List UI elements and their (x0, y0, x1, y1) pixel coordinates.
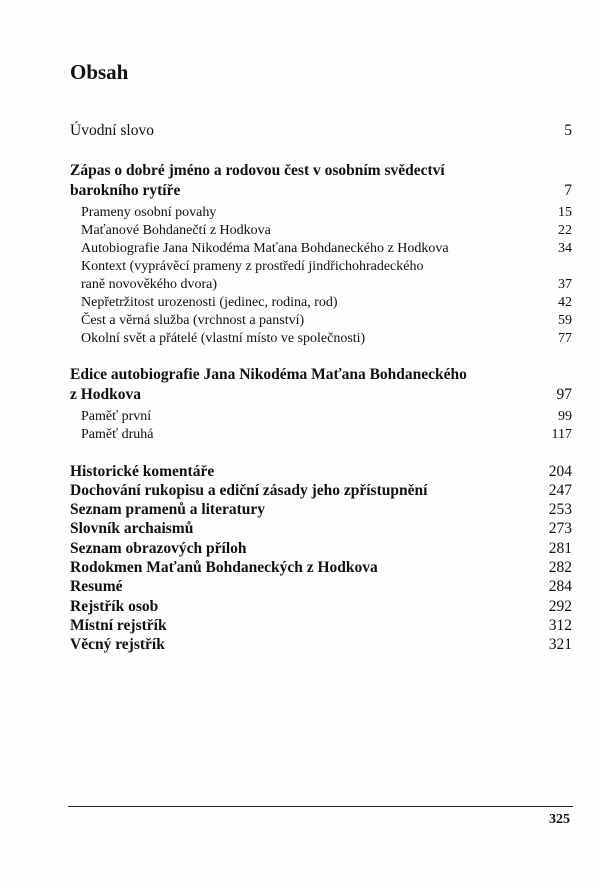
toc-subentry-page: 99 (558, 409, 572, 424)
toc-entry (70, 636, 572, 654)
toc-section-title: barokního rytíře (70, 182, 181, 199)
toc-section-page: 7 (564, 182, 572, 199)
toc-subentry-title: Paměť první (81, 409, 152, 424)
toc-subentry-page: 117 (551, 427, 572, 442)
toc-subentry-title: Autobiografie Jana Nikodéma Maťana Bohdaneckého z Hodkova (81, 241, 449, 256)
toc-subentry (81, 295, 572, 311)
toc-entry-page: 247 (548, 482, 572, 499)
toc-entry (70, 578, 572, 596)
toc-entry-page: 5 (564, 122, 572, 139)
toc-entry-title: Resumé (70, 578, 123, 595)
toc-entry-title: Věcný rejstřík (70, 636, 165, 653)
toc-entry-page: 292 (548, 598, 572, 615)
toc-entry-title: Dochování rukopisu a ediční zásady jeho zpřístupnění (70, 482, 428, 499)
toc-entry-title: Rodokmen Maťanů Bohdaneckých z Hodkova (70, 559, 378, 576)
toc-subentry (81, 223, 572, 239)
page-title: Obsah (70, 60, 129, 84)
toc-subentry-page: 34 (558, 241, 572, 256)
toc-entry (70, 482, 572, 500)
toc-section-1-title-line1 (70, 162, 572, 180)
toc-entry-title: Rejstřík osob (70, 598, 159, 615)
toc-subentry (81, 205, 572, 221)
toc-section-page: 97 (556, 386, 572, 403)
toc-subentry-title: Paměť druhá (81, 427, 154, 442)
toc-subentry (81, 427, 572, 443)
toc-subentry-page: 42 (558, 295, 572, 310)
toc-subentry-title: Okolní svět a přátelé (vlastní místo ve společnosti) (81, 331, 366, 346)
toc-entry (70, 463, 572, 481)
toc-section-title: Zápas o dobré jméno a rodovou čest v osobním svědectví (70, 162, 445, 179)
toc-section-title: z Hodkova (70, 386, 142, 403)
toc-section-2-title-line1 (70, 366, 572, 384)
toc-section-2-title-line2 (70, 386, 572, 404)
toc-entry-title: Seznam obrazových příloh (70, 540, 247, 557)
toc-subentry (81, 241, 572, 257)
toc-entry (70, 501, 572, 519)
toc-subentry (81, 277, 572, 293)
toc-section-1-title-line2 (70, 182, 572, 200)
toc-entry-title: Místní rejstřík (70, 617, 167, 634)
toc-entry-page: 253 (548, 501, 572, 518)
toc-subentry (81, 331, 572, 347)
toc-entry-intro (70, 122, 572, 140)
toc-entry-title: Seznam pramenů a literatury (70, 501, 266, 518)
footer-rule (68, 806, 573, 807)
toc-entry-title: Slovník archaismů (70, 520, 194, 537)
toc-entry-page: 284 (548, 578, 572, 595)
toc-subentry-page: 15 (558, 205, 572, 220)
toc-entry-page: 312 (548, 617, 572, 634)
toc-entry (70, 598, 572, 616)
toc-entry (70, 559, 572, 577)
toc-entry-page: 321 (548, 636, 572, 653)
toc-entry (70, 520, 572, 538)
toc-subentry-page: 37 (558, 277, 572, 292)
toc-subentry (81, 259, 572, 275)
toc-subentry-title: Nepřetržitost urozenosti (jedinec, rodina, rod) (81, 295, 338, 310)
toc-subentry-page: 59 (558, 313, 572, 328)
toc-subentry (81, 313, 572, 329)
toc-subentry-title: Čest a věrná služba (vrchnost a panství) (81, 313, 305, 328)
toc-subentry-title: raně novověkého dvora) (81, 277, 218, 292)
toc-entry-page: 273 (548, 520, 572, 537)
toc-subentry-page: 77 (558, 331, 572, 346)
toc-subentry-title: Prameny osobní povahy (81, 205, 217, 220)
toc-entry-page: 282 (548, 559, 572, 576)
toc-subentry (81, 409, 572, 425)
toc-subentry-title: Maťanové Bohdanečtí z Hodkova (81, 223, 271, 238)
toc-subentry-page: 22 (558, 223, 572, 238)
toc-entry-title: Úvodní slovo (70, 122, 154, 139)
toc-entry-page: 281 (548, 540, 572, 557)
toc-section-title: Edice autobiografie Jana Nikodéma Maťana Bohdaneckého (70, 366, 467, 383)
toc-entry (70, 540, 572, 558)
page-number: 325 (549, 812, 570, 827)
toc-entry (70, 617, 572, 635)
toc-subentry-title: Kontext (vyprávěcí prameny z prostředí jindřichohradeckého (81, 259, 424, 274)
toc-entry-title: Historické komentáře (70, 463, 215, 480)
toc-entry-page: 204 (548, 463, 572, 480)
